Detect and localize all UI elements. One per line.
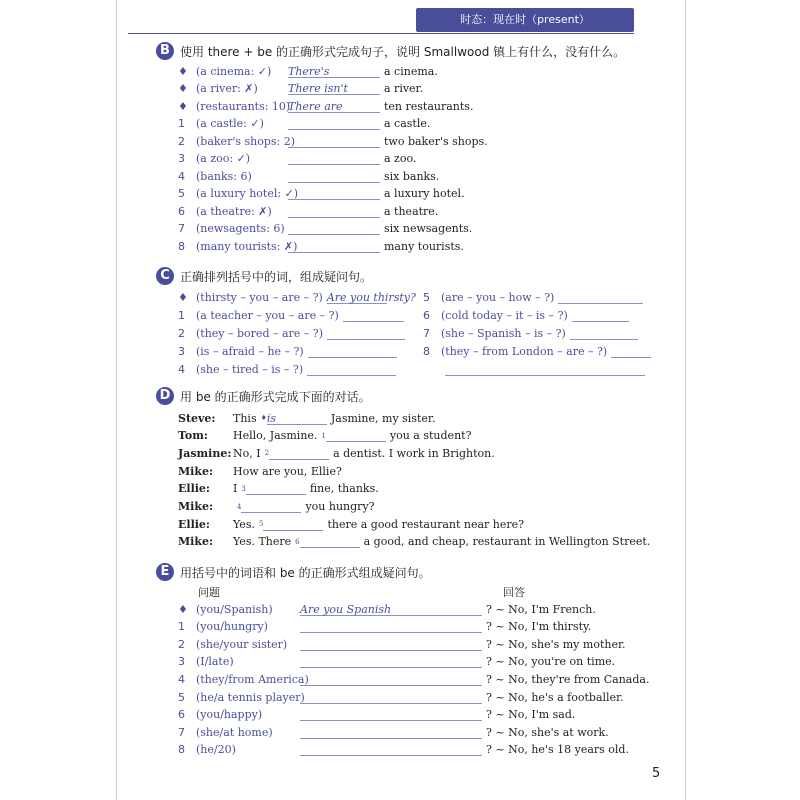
exercise-row: [178, 203, 438, 219]
answer-blank[interactable]: Are you Spanish: [300, 603, 482, 616]
item-number: 7: [178, 725, 185, 739]
item-prompt: (newsagents: 6): [196, 222, 285, 235]
line-text-after: a dentist. I work in Brighton.: [333, 446, 495, 460]
item-number: 4: [178, 362, 185, 376]
item-prompt: (a theatre: ✗): [196, 204, 272, 218]
exercise-row: [423, 343, 651, 359]
section-c: [156, 267, 372, 285]
exercise-row: [178, 689, 624, 705]
exercise-row: [178, 133, 488, 149]
exercise-row: [178, 654, 615, 670]
item-prompt: (a luxury hotel: ✓): [196, 187, 299, 200]
item-prompt: (restaurants: 10): [196, 99, 291, 113]
item-prompt: (they/from America): [196, 672, 309, 686]
line-text-before: Yes.: [233, 517, 255, 531]
item-number: 3: [178, 344, 185, 358]
item-number: ♦: [178, 290, 188, 304]
item-number: 1: [178, 620, 185, 634]
answer-blank[interactable]: [308, 345, 397, 358]
item-prompt: (a zoo: ✓): [196, 152, 251, 165]
exercise-row: [423, 325, 638, 341]
answer-blank[interactable]: [288, 117, 380, 130]
answer-blank[interactable]: [300, 638, 482, 651]
answer-blank[interactable]: [288, 135, 380, 148]
exercise-row: [178, 707, 575, 723]
speaker-name: Mike:: [178, 500, 214, 513]
exercise-row: [178, 116, 430, 132]
line-text-before: Hello, Jasmine.: [233, 429, 318, 443]
item-number: 6: [178, 708, 185, 722]
item-prompt: (he/20): [196, 743, 236, 757]
line-text-before: This: [233, 411, 257, 425]
speaker-name: Ellie:: [178, 482, 210, 496]
dialogue-line: [178, 445, 495, 461]
item-number: 5: [178, 690, 185, 704]
item-number: 5: [178, 187, 185, 200]
exercise-row: [178, 671, 649, 687]
item-prompt: (a castle: ✓): [196, 117, 264, 130]
answer-blank[interactable]: [269, 447, 329, 460]
item-prompt: (a river: ✗): [196, 82, 258, 95]
item-prompt: (they – bored – are – ?): [196, 326, 323, 340]
section-badge: C: [156, 267, 174, 285]
answer-blank[interactable]: [326, 429, 386, 442]
item-tail: a zoo.: [384, 152, 417, 165]
exercise-row: [178, 238, 464, 254]
item-tail: two baker's shops.: [384, 134, 488, 148]
dialogue-line: [178, 516, 524, 532]
gap-number: 3: [241, 484, 246, 493]
item-number: 8: [178, 743, 185, 757]
section-title: 用括号中的词语和 be 的正确形式组成疑问句。: [180, 565, 431, 580]
column-header-answer: 回答: [503, 586, 525, 599]
page-number: 5: [652, 766, 661, 781]
answer-blank[interactable]: [300, 708, 482, 721]
item-prompt: (many tourists: ✗): [196, 239, 298, 253]
line-text-after: a good, and cheap, restaurant in Wellington Street.: [363, 535, 651, 549]
item-prompt: (you/Spanish): [196, 602, 273, 616]
reply-text: ? ~ No, he's 18 years old.: [486, 743, 629, 757]
speaker-name: Tom:: [178, 429, 208, 443]
answer-blank[interactable]: [288, 240, 380, 253]
item-number: 5: [423, 290, 430, 304]
section-b: [156, 42, 625, 60]
reply-text: ? ~ No, she's at work.: [486, 725, 609, 739]
item-prompt: (a teacher – you – are – ?): [196, 308, 339, 322]
gap-number: ♦: [260, 414, 267, 422]
item-prompt: (banks: 6): [196, 169, 252, 183]
line-text-before: I: [233, 482, 238, 496]
answer-blank[interactable]: [572, 309, 629, 322]
header-tab: 时态：现在时（present）: [416, 8, 634, 32]
exercise-row: [178, 325, 405, 341]
answer-blank[interactable]: is: [267, 412, 327, 425]
answer-blank[interactable]: [343, 309, 405, 322]
item-tail: a castle.: [384, 117, 431, 130]
gap-number: 5: [258, 520, 264, 529]
section-title: 用 be 的正确形式完成下面的对话。: [180, 389, 371, 404]
header-rule: [128, 33, 634, 34]
answer-blank[interactable]: [241, 500, 301, 513]
item-number: 2: [178, 134, 185, 148]
speaker-name: Mike:: [178, 464, 214, 478]
line-text-before: No, I: [233, 446, 261, 460]
item-tail: a luxury hotel.: [384, 187, 465, 200]
section-badge: E: [156, 563, 174, 581]
reply-text: ? ~ No, he's a footballer.: [486, 690, 624, 704]
item-tail: many tourists.: [384, 239, 464, 253]
answer-blank[interactable]: There's: [288, 65, 380, 78]
answer-blank[interactable]: [288, 187, 380, 200]
item-prompt: (he/a tennis player): [196, 690, 305, 704]
exercise-row: [178, 724, 609, 740]
exercise-row: [178, 221, 472, 237]
answer-blank[interactable]: [288, 222, 380, 235]
item-number: ♦: [178, 99, 188, 113]
answer-blank[interactable]: [288, 152, 380, 165]
item-number: 3: [178, 152, 185, 165]
exercise-row: [178, 601, 596, 617]
reply-text: ? ~ No, I'm sad.: [486, 708, 576, 722]
answer-blank[interactable]: Are you thirsty?: [326, 290, 416, 304]
exercise-row: [423, 307, 629, 323]
answer-blank[interactable]: [288, 170, 380, 183]
item-number: 1: [178, 308, 185, 322]
answer-blank[interactable]: [300, 726, 482, 739]
dialogue-line: [178, 499, 375, 515]
exercise-row: [178, 81, 423, 97]
item-number: 1: [178, 117, 185, 130]
dialogue-line: [178, 428, 471, 444]
reply-text: ? ~ No, they're from Canada.: [486, 672, 650, 686]
exercise-row: [178, 63, 438, 79]
section-badge: D: [156, 387, 174, 405]
item-number: 7: [178, 222, 185, 235]
answer-blank[interactable]: [611, 345, 651, 358]
item-prompt: (she/at home): [196, 725, 273, 739]
speaker-name: Mike:: [178, 535, 214, 549]
item-tail: six newsagents.: [384, 222, 473, 235]
line-text-after: you a student?: [389, 429, 472, 443]
exercise-row: [178, 186, 465, 202]
speaker-name: Steve:: [178, 411, 216, 425]
exercise-row: [178, 168, 439, 184]
answer-blank[interactable]: [246, 482, 306, 495]
line-text-before: Yes. There: [233, 535, 292, 549]
answer-blank[interactable]: [445, 363, 645, 376]
line-text-after: you hungry?: [305, 500, 375, 513]
dialogue-line: [178, 410, 435, 426]
exercise-row: [178, 361, 396, 377]
answer-blank[interactable]: [300, 535, 360, 548]
reply-text: ? ~ No, I'm thirsty.: [486, 620, 592, 634]
item-prompt: (are – you – how – ?): [441, 290, 555, 304]
item-prompt: (is – afraid – he – ?): [196, 344, 304, 358]
answer-blank[interactable]: There isn't: [288, 82, 380, 95]
exercise-row: [423, 361, 645, 377]
line-text-after: Jasmine, my sister.: [330, 411, 436, 425]
exercise-row: [178, 343, 397, 359]
answer-blank[interactable]: [300, 691, 482, 704]
line-text-before: How are you, Ellie?: [233, 464, 342, 478]
item-number: 4: [178, 672, 185, 686]
reply-text: ? ~ No, I'm French.: [486, 602, 596, 616]
answer-blank[interactable]: [327, 327, 405, 340]
dialogue-line: [178, 481, 379, 497]
item-tail: six banks.: [384, 169, 440, 183]
reply-text: ? ~ No, she's my mother.: [486, 637, 626, 651]
item-prompt: (they – from London – are – ?): [441, 344, 608, 358]
item-number: 6: [423, 308, 430, 322]
item-number: ♦: [178, 82, 188, 95]
answer-blank[interactable]: [300, 620, 482, 633]
item-prompt: (you/hungry): [196, 620, 268, 634]
item-number: 8: [178, 239, 185, 253]
speaker-name: Ellie:: [178, 517, 210, 531]
exercise-row: [178, 619, 591, 635]
column-header-question: 问题: [198, 586, 220, 599]
item-number: 2: [178, 326, 185, 340]
item-prompt: (you/happy): [196, 708, 263, 722]
gap-number: 2: [264, 449, 270, 458]
item-prompt: (she/your sister): [196, 637, 288, 651]
dialogue-line: [178, 463, 344, 479]
item-prompt: (she – tired – is – ?): [196, 362, 304, 376]
item-prompt: (baker's shops: 2): [196, 134, 296, 148]
item-number: ♦: [178, 64, 188, 78]
item-number: 4: [178, 169, 185, 183]
line-text-after: there a good restaurant near here?: [327, 517, 525, 531]
item-number: 3: [178, 655, 185, 669]
reply-text: ? ~ No, you're on time.: [486, 655, 616, 669]
gap-number: 4: [237, 502, 242, 511]
line-text-after: fine, thanks.: [309, 482, 379, 496]
section-e: [156, 563, 431, 581]
exercise-row: [178, 151, 416, 167]
section-d: [156, 387, 371, 405]
item-tail: a cinema.: [384, 64, 438, 78]
answer-blank[interactable]: [300, 743, 482, 756]
answer-blank[interactable]: [570, 327, 638, 340]
gap-number: 6: [295, 537, 300, 546]
item-number: 2: [178, 637, 185, 651]
answer-blank[interactable]: There are: [288, 100, 380, 113]
item-prompt: (she – Spanish – is – ?): [441, 326, 566, 340]
item-number: ♦: [178, 602, 188, 616]
exercise-row: [423, 289, 643, 305]
answer-blank[interactable]: [300, 655, 482, 668]
item-number: 7: [423, 326, 430, 340]
section-title: 使用 there + be 的正确形式完成句子，说明 Smallwood 镇上有什么，没有什么。: [180, 44, 626, 59]
item-prompt: (cold today – it – is – ?): [441, 308, 568, 322]
answer-blank[interactable]: [288, 205, 380, 218]
dialogue-line: [178, 534, 650, 550]
item-prompt: (a cinema: ✓): [196, 64, 272, 78]
gap-number: 1: [321, 431, 326, 440]
answer-blank[interactable]: [300, 673, 482, 686]
exercise-row: [178, 289, 416, 305]
item-number: 8: [423, 344, 430, 358]
item-number: 6: [178, 204, 185, 218]
section-badge: B: [156, 42, 174, 60]
item-prompt: (I/late): [196, 655, 234, 669]
answer-blank[interactable]: [558, 291, 643, 304]
exercise-row: [178, 742, 629, 758]
item-tail: ten restaurants.: [384, 99, 474, 113]
exercise-row: [178, 636, 626, 652]
answer-blank[interactable]: [307, 363, 396, 376]
exercise-row: [178, 307, 404, 323]
item-tail: a river.: [384, 82, 424, 95]
item-prompt: (thirsty – you – are – ?): [196, 290, 323, 304]
speaker-name: Jasmine:: [178, 446, 232, 460]
section-title: 正确排列括号中的词，组成疑问句。: [180, 269, 373, 284]
item-tail: a theatre.: [384, 204, 439, 218]
exercise-row: [178, 98, 473, 114]
answer-blank[interactable]: [263, 518, 323, 531]
